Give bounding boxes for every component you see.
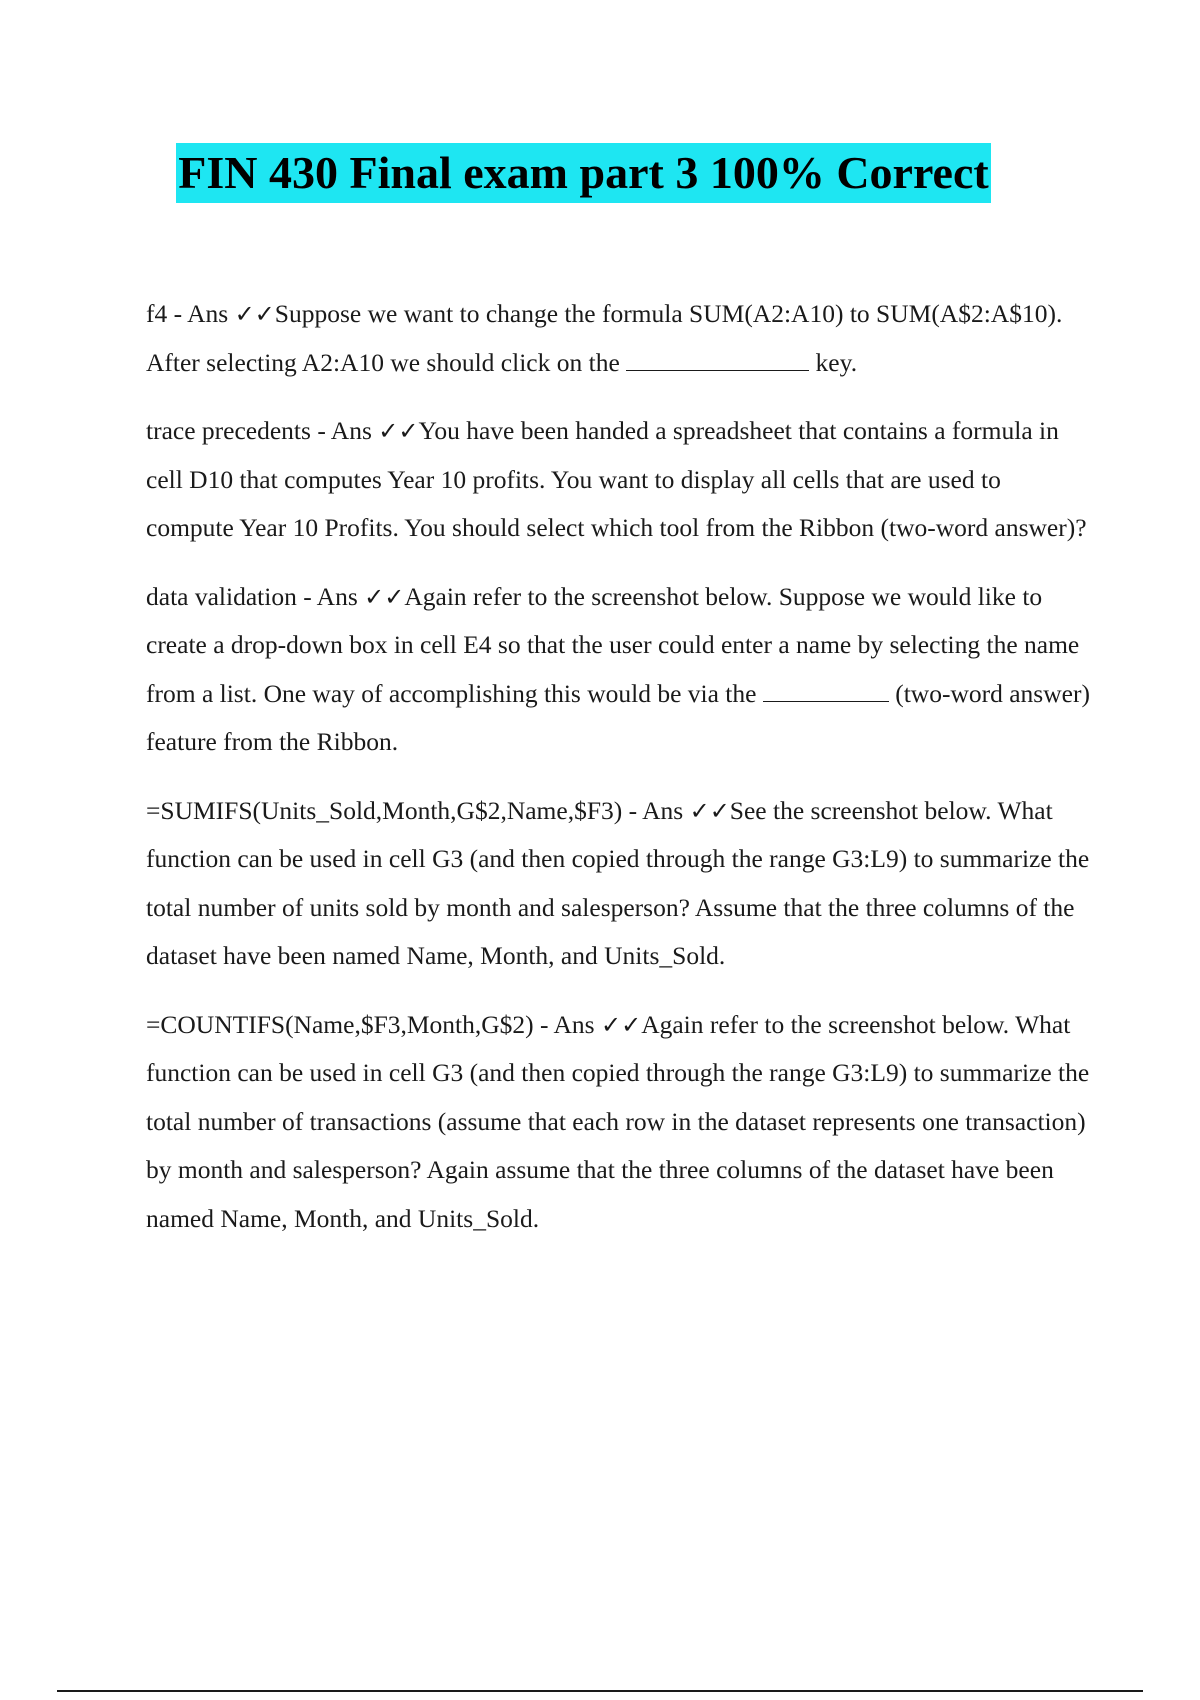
qa-item-4: [146, 787, 1094, 981]
ans-label: - Ans: [533, 1009, 601, 1039]
double-check-icon: ✓✓: [689, 796, 730, 825]
ans-label: - Ans: [167, 299, 235, 328]
qa-item-3: [146, 573, 1094, 767]
question-text: Suppose we want to change the formula SUM(A2:A10) to SUM(A$2:A$10). After selecting A2:A10 we should click on the: [146, 299, 1063, 377]
title-container: [0, 143, 1200, 203]
question-text: You have been handed a spreadsheet that contains a formula in cell D10 that computes Year 10 profits. You want to display all cells that are used to compute Year 10 Profits. You should select which tool from the Ribbon (two-word answer)?: [146, 416, 1087, 542]
question-text-end: (two-word answer) feature from the Ribbon.: [146, 678, 1090, 756]
qa-item-1: [146, 290, 1094, 387]
qa-item-5: [146, 1001, 1094, 1244]
qa-list: [146, 290, 1094, 1263]
double-check-icon: ✓✓: [364, 582, 405, 611]
answer-text: =COUNTIFS(Name,$F3,Month,G$2): [146, 1009, 534, 1039]
fill-in-blank: [763, 681, 889, 702]
answer-text: =SUMIFS(Units_Sold,Month,G$2,Name,$F3): [146, 795, 623, 825]
question-text: Again refer to the screenshot below. What function can be used in cell G3 (and then copied through the range G3:L9) to summarize the total number of transactions (assume that each row in the dataset represents one transaction) by month and salesperson? Again assume that the three columns of the dataset have been named Name, Month, and Units_Sold.: [146, 1009, 1090, 1233]
answer-text: trace precedents: [146, 416, 311, 445]
question-text-end: key.: [809, 347, 858, 377]
ans-label: - Ans: [296, 581, 365, 611]
question-text: See the screenshot below. What function can be used in cell G3 (and then copied through the range G3:L9) to summarize the total number of units sold by month and salesperson? Assume that the three columns of the dataset have been named Name, Month, and Units_Sold.: [146, 795, 1090, 970]
footer-divider: [57, 1690, 1143, 1692]
ans-label: - Ans: [622, 795, 690, 825]
answer-text: f4: [146, 299, 168, 328]
double-check-icon: ✓✓: [234, 300, 275, 328]
double-check-icon: ✓✓: [600, 1010, 642, 1039]
qa-item-2: [146, 407, 1094, 553]
page-title: FIN 430 Final exam part 3 100% Correct: [176, 143, 990, 203]
double-check-icon: ✓✓: [378, 417, 419, 445]
fill-in-blank: [626, 350, 809, 371]
ans-label: - Ans: [310, 416, 379, 445]
question-text: Again refer to the screenshot below. Suppose we would like to create a drop-down box in cell E4 so that the user could enter a name by selecting the name from a list. One way of accomplishing this would be via the: [146, 581, 1080, 708]
answer-text: data validation: [146, 581, 297, 611]
